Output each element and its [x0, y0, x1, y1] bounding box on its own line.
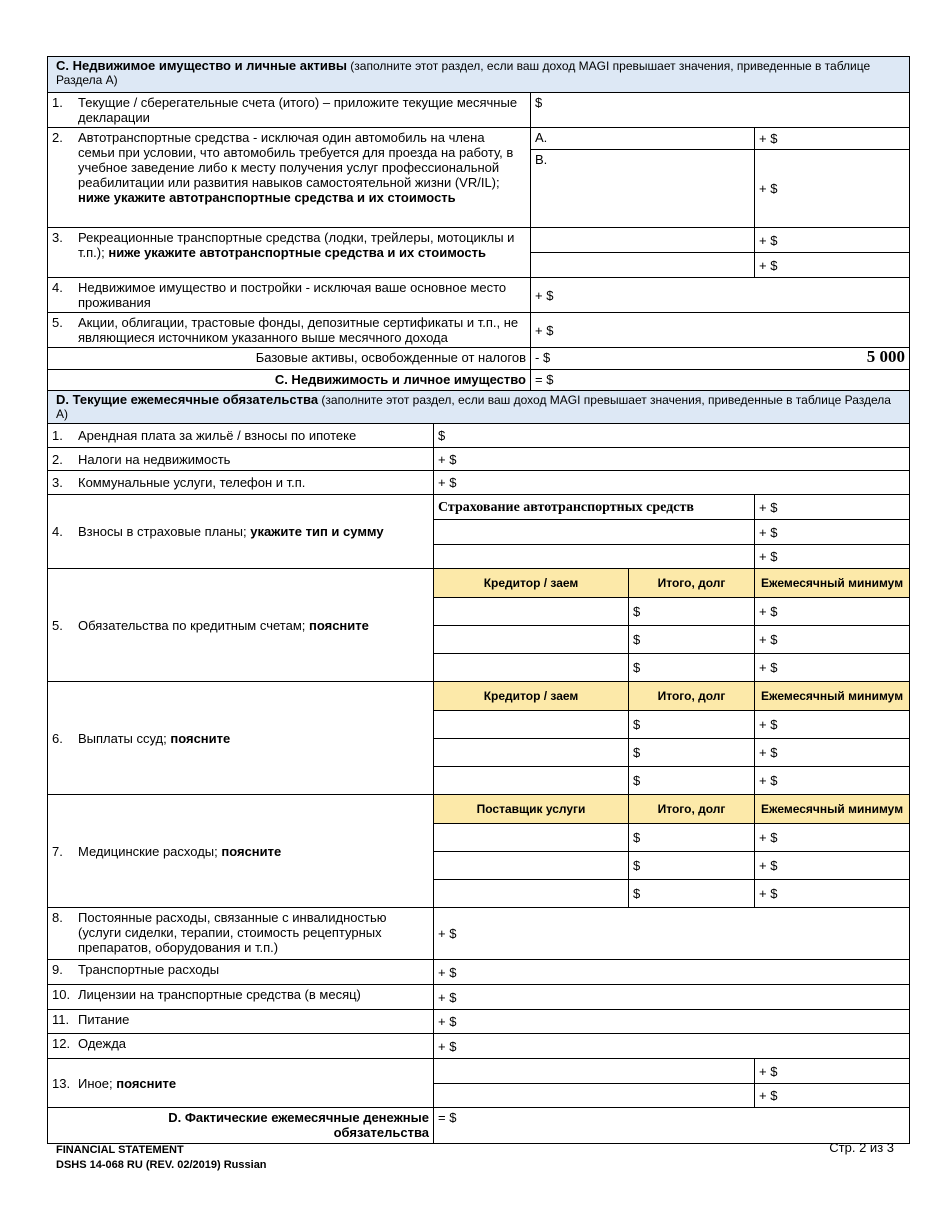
d-total-field[interactable]: = $	[434, 1108, 910, 1144]
c-item-4-field[interactable]: + $	[531, 278, 910, 313]
d-item-6-row-2-monthly[interactable]: + $	[755, 739, 910, 767]
d-item-5-row-3-monthly[interactable]: + $	[755, 654, 910, 682]
c-item-3a-value[interactable]: + $	[755, 228, 910, 253]
d-item-7-row-3-total[interactable]: $	[629, 880, 755, 908]
c-item-2b-value[interactable]: + $	[755, 150, 910, 228]
d-item-6-col-total: Итого, долг	[629, 682, 755, 711]
form-number: DSHS 14-068 RU (REV. 02/2019) Russian	[56, 1159, 267, 1171]
d-item-12-field[interactable]: + $	[434, 1034, 910, 1059]
c-item-3b-value[interactable]: + $	[755, 253, 910, 278]
d-item-6-row-3-monthly[interactable]: + $	[755, 767, 910, 795]
c-item-3b-field[interactable]	[531, 253, 755, 278]
d-item-8-field[interactable]: + $	[434, 908, 910, 960]
d-item-6-col-monthly: Ежемесячный минимум	[755, 682, 910, 711]
d-item-13-entry-2[interactable]	[434, 1084, 755, 1108]
c-item-3a-field[interactable]	[531, 228, 755, 253]
d-item-1-field[interactable]: $	[434, 424, 910, 448]
d-item-13-label: 13. Иное; поясните	[48, 1059, 434, 1108]
d-item-1-label: 1. Арендная плата за жильё / взносы по ипотеке	[48, 424, 434, 448]
d-item-5-label: 5. Обязательства по кредитным счетам; поясните	[48, 569, 434, 682]
d-item-7-col-monthly: Ежемесячный минимум	[755, 795, 910, 824]
c-exempt-value: 5 000	[866, 347, 906, 366]
d-item-4-entry-1[interactable]: Страхование автотранспортных средств	[434, 495, 755, 520]
d-item-6-row-1-creditor[interactable]	[434, 711, 629, 739]
d-item-10-field[interactable]: + $	[434, 985, 910, 1010]
d-item-7-row-1-monthly[interactable]: + $	[755, 824, 910, 852]
d-item-6-col-creditor: Кредитор / заем	[434, 682, 629, 711]
section-c-header: C. Недвижимое имущество и личные активы (заполните этот раздел, если ваш доход MAGI превышает значения, приведенные в таблице Раздела А)	[48, 57, 910, 93]
d-item-7-col-total: Итого, долг	[629, 795, 755, 824]
d-item-6-row-3-creditor[interactable]	[434, 767, 629, 795]
section-c-table	[47, 56, 910, 391]
d-item-10-label: 10. Лицензии на транспортные средства (в месяц)	[48, 985, 434, 1010]
d-item-6-row-2-creditor[interactable]	[434, 739, 629, 767]
d-item-6-label: 6. Выплаты ссуд; поясните	[48, 682, 434, 795]
d-item-7-label: 7. Медицинские расходы; поясните	[48, 795, 434, 908]
d-item-11-label: 11. Питание	[48, 1010, 434, 1034]
section-d-table	[47, 390, 910, 1144]
d-item-7-row-2-total[interactable]: $	[629, 852, 755, 880]
d-item-6-row-1-monthly[interactable]: + $	[755, 711, 910, 739]
d-item-7-row-2-monthly[interactable]: + $	[755, 852, 910, 880]
d-item-6-row-1-total[interactable]: $	[629, 711, 755, 739]
d-total-label: D. Фактические ежемесячные денежные обязательства	[48, 1108, 434, 1144]
c-item-2b-field[interactable]: B.	[531, 150, 755, 228]
d-item-11-field[interactable]: + $	[434, 1010, 910, 1034]
d-item-4-value-1[interactable]: + $	[755, 495, 910, 520]
c-exempt-label: Базовые активы, освобожденные от налогов	[48, 348, 531, 370]
c-item-2a-value[interactable]: + $	[755, 128, 910, 150]
d-item-5-row-2-monthly[interactable]: + $	[755, 626, 910, 654]
c-item-5-label: 5. Акции, облигации, трастовые фонды, депозитные сертификаты и т.п., не являющиеся источником указанного выше месячного дохода	[48, 313, 531, 348]
c-item-1-label: 1. Текущие / сберегательные счета (итого) – приложите текущие месячные декларации	[48, 93, 531, 128]
section-d-header: D. Текущие ежемесячные обязательства (заполните этот раздел, если ваш доход MAGI превышает значения, приведенные в таблице Раздела А)	[48, 391, 910, 424]
c-item-5-field[interactable]: + $	[531, 313, 910, 348]
d-item-9-field[interactable]: + $	[434, 960, 910, 985]
d-item-2-label: 2. Налоги на недвижимость	[48, 448, 434, 471]
d-item-7-row-1-provider[interactable]	[434, 824, 629, 852]
d-item-9-label: 9. Транспортные расходы	[48, 960, 434, 985]
c-item-1-field[interactable]: $	[531, 93, 910, 128]
c-item-2a-field[interactable]: A.	[531, 128, 755, 150]
d-item-6-row-2-total[interactable]: $	[629, 739, 755, 767]
financial-statement-page	[47, 56, 909, 1144]
d-item-6-row-3-total[interactable]: $	[629, 767, 755, 795]
c-item-2-label: 2. Автотранспортные средства - исключая один автомобиль на члена семьи при условии, что автомобиль требуется для проезда на работу, в учебное заведение либо к месту получения услуг профессиональной реабилитации или развития навыков самостоятельной жизни (VR/IL); ниже укажите автотранспортные средства и их стоимость	[48, 128, 531, 228]
d-item-3-label: 3. Коммунальные услуги, телефон и т.п.	[48, 471, 434, 495]
d-item-5-row-1-monthly[interactable]: + $	[755, 598, 910, 626]
d-item-12-label: 12. Одежда	[48, 1034, 434, 1059]
form-footer-id	[56, 1143, 267, 1173]
d-item-4-entry-3[interactable]	[434, 545, 755, 569]
form-title: FINANCIAL STATEMENT	[56, 1144, 184, 1156]
d-item-4-label: 4. Взносы в страховые планы; укажите тип и сумму	[48, 495, 434, 569]
d-item-5-col-creditor: Кредитор / заем	[434, 569, 629, 598]
d-item-7-row-1-total[interactable]: $	[629, 824, 755, 852]
d-item-5-row-2-total[interactable]: $	[629, 626, 755, 654]
d-item-13-value-2[interactable]: + $	[755, 1084, 910, 1108]
d-item-13-value-1[interactable]: + $	[755, 1059, 910, 1084]
d-item-7-row-2-provider[interactable]	[434, 852, 629, 880]
d-item-2-field[interactable]: + $	[434, 448, 910, 471]
c-exempt-field: - $ 5 000	[531, 348, 910, 370]
d-item-8-label: 8. Постоянные расходы, связанные с инвалидностью (услуги сиделки, терапии, стоимость рецептурных препаратов, оборудования и т.п.)	[48, 908, 434, 960]
d-item-7-col-provider: Поставщик услуги	[434, 795, 629, 824]
d-item-5-col-monthly: Ежемесячный минимум	[755, 569, 910, 598]
d-item-7-row-3-monthly[interactable]: + $	[755, 880, 910, 908]
d-item-4-entry-2[interactable]	[434, 520, 755, 545]
c-item-4-label: 4. Недвижимое имущество и постройки - исключая ваше основное место проживания	[48, 278, 531, 313]
d-item-4-value-3[interactable]: + $	[755, 545, 910, 569]
d-item-3-field[interactable]: + $	[434, 471, 910, 495]
c-total-label: C. Недвижимость и личное имущество	[48, 370, 531, 391]
d-item-4-value-2[interactable]: + $	[755, 520, 910, 545]
d-item-5-row-2-creditor[interactable]	[434, 626, 629, 654]
d-item-5-row-1-creditor[interactable]	[434, 598, 629, 626]
d-item-5-col-total: Итого, долг	[629, 569, 755, 598]
page-number: Стр. 2 из 3	[829, 1140, 894, 1155]
d-item-7-row-3-provider[interactable]	[434, 880, 629, 908]
c-total-field[interactable]: = $	[531, 370, 910, 391]
c-item-3-label: 3. Рекреационные транспортные средства (лодки, трейлеры, мотоциклы и т.п.); ниже укажите автотранспортные средства и их стоимость	[48, 228, 531, 278]
d-item-5-row-3-total[interactable]: $	[629, 654, 755, 682]
d-item-5-row-1-total[interactable]: $	[629, 598, 755, 626]
d-item-5-row-3-creditor[interactable]	[434, 654, 629, 682]
d-item-13-entry-1[interactable]	[434, 1059, 755, 1084]
